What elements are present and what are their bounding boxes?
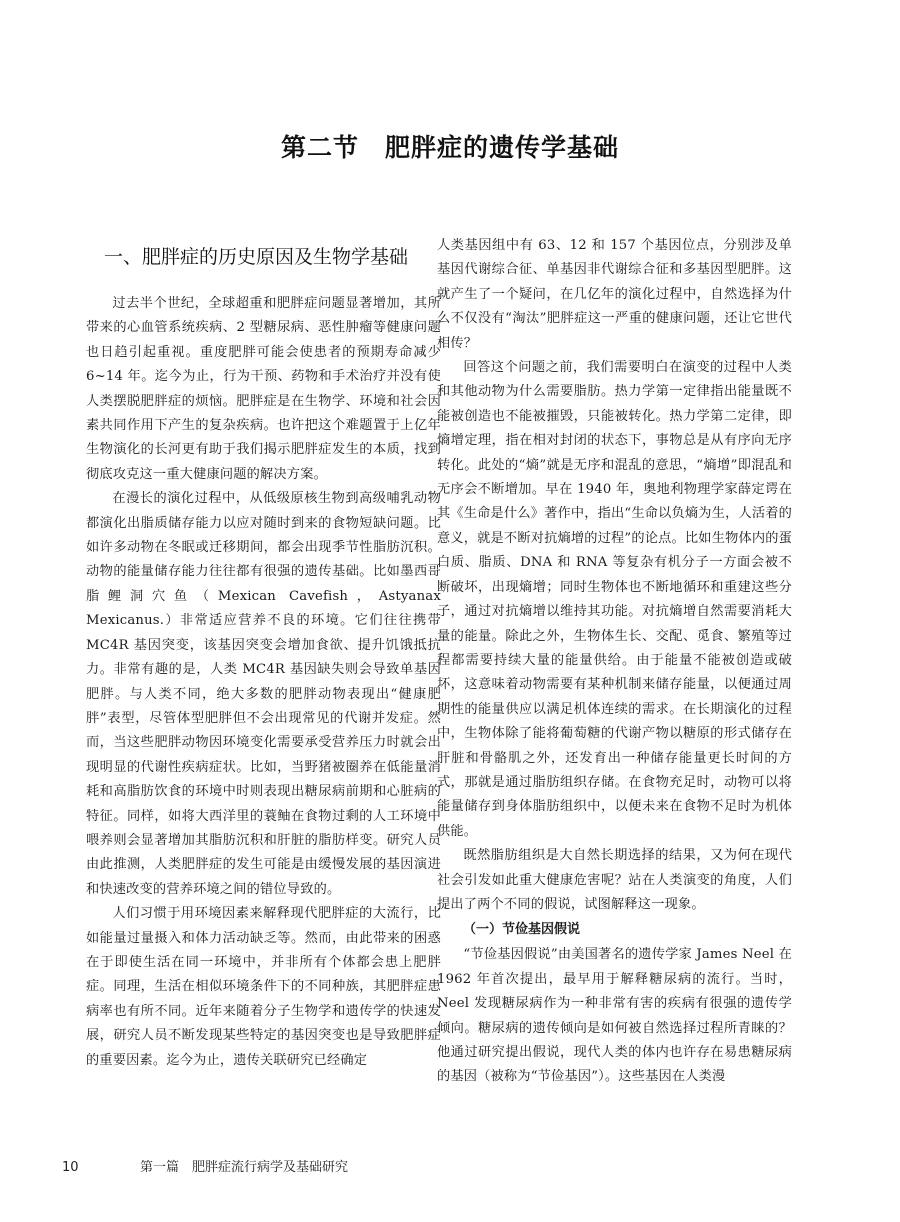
body-paragraph-continued: 人类基因组中有 63、12 和 157 个基因位点，分别涉及单基因代谢综合征、单基因非代谢综合征和多基因型肥胖。这就产生了一个疑问，在几亿年的演化过程中，自然选择为什么不仅没有“淘汰”肥胖症这一严重的健康问题，还让它世代相传？	[437, 238, 792, 351]
subsection-heading: （一）节俭基因假说	[463, 922, 581, 938]
body-paragraph: 在漫长的演化过程中，从低级原核生物到高级哺乳动物都演化出脂质储存能力以应对随时到来的食物短缺问题。比如许多动物在冬眠或迁移期间，都会出现季节性脂肪沉积。动物的能量储存能力往往都有很强的遗传基础。比如墨西哥脂鲤洞穴鱼（Mexican Cavefish，Astyanax Mexicanus.）非常适应营养不良的环境。它们往往携带 MC4R 基因突变，该基因突变会增加食欲、提升饥饿抵抗力。非常有趣的是，人类 MC4R 基因缺失则会导致单基因肥胖。与人类不同，绝大多数的肥胖动物表现出“健康肥胖”表型，尽管体型肥胖但不会出现常见的代谢并发症。然而，当这些肥胖动物因环境变化需要承受营养压力时就会出现明显的代谢性疾病症状。比如，当野猪被圈养在低能量消耗和高脂肪饮食的环境中时则表现出糖尿病前期和心脏病的特征。同样，如将大西洋里的蓑鲉在食物过剩的人工环境中喂养则会显著增加其脂肪沉积和肝脏的脂肪样变。研究人员由此推测，人类肥胖症的发生可能是由缓慢发展的基因演进和快速改变的营养环境之间的错位导致的。	[86, 491, 441, 897]
page-footer	[62, 1156, 348, 1175]
body-paragraph: 既然脂肪组织是大自然长期选择的结果，又为何在现代社会引发如此重大健康危害呢？站在人类演变的角度，人们提出了两个不同的假说，试图解释这一现象。	[437, 848, 792, 912]
body-paragraph: 人们习惯于用环境因素来解释现代肥胖症的大流行，比如能量过量摄入和体力活动缺乏等。然而，由此带来的困惑在于即使生活在同一环境中，并非所有个体都会患上肥胖症。同理，生活在相似环境条件下的不同种族，其肥胖症患病率也有所不同。近年来随着分子生物学和遗传学的快速发展，研究人员不断发现某些特定的基因突变也是导致肥胖症的重要因素。迄今为止，遗传关联研究已经确定	[86, 906, 441, 1068]
left-column	[86, 232, 441, 1073]
body-paragraph: 回答这个问题之前，我们需要明白在演变的过程中人类和其他动物为什么需要脂肪。热力学第一定律指出能量既不能被创造也不能被摧毁，只能被转化。热力学第二定律，即熵增定理，指在相对封闭的状态下，事物总是从有序向无序转化。此处的“熵”就是无序和混乱的意思，“熵增”即混乱和无序会不断增加。早在 1940 年，奥地利物理学家薛定谔在其《生命是什么》著作中，指出“生命以负熵为生，人活着的意义，就是不断对抗熵增的过程”的论点。比如生物体内的蛋白质、脂质、DNA 和 RNA 等复杂有机分子一方面会被不断破坏，出现熵增；同时生物体也不断地循环和重建这些分子，通过对抗熵增以维持其功能。对抗熵增自然需要消耗大量的能量。除此之外，生物体生长、交配、觅食、繁殖等过程都需要持续大量的能量供给。由于能量不能被创造或破坏，这意味着动物需要有某种机制来储存能量，以便通过周期性的能量供应以满足机体连续的需求。在长期演化的过程中，生物体除了能将葡萄糖的代谢产物以糖原的形式储存在肝脏和骨骼肌之外，还发育出一种储存能量更长时间的方式，那就是通过脂肪组织存储。在食物充足时，动物可以将能量储存到身体脂肪组织中，以便未来在食物不足时为机体供能。	[437, 360, 793, 839]
body-paragraph: 过去半个世纪，全球超重和肥胖症问题显著增加，其所带来的心血管系统疾病、2 型糖尿病、恶性肿瘤等健康问题也日趋引起重视。重度肥胖可能会使患者的预期寿命减少 6~14 年。迄今为止，行为干预、药物和手术治疗并没有使人类摆脱肥胖症的烦恼。肥胖症是在生物学、环境和社会因素共同作用下产生的复杂疾病。也许把这个难题置于上亿年生物演化的长河更有助于我们揭示肥胖症发生的本质，找到彻底攻克这一重大健康问题的解决方案。	[86, 296, 441, 482]
section-title: 第二节 肥胖症的遗传学基础	[280, 133, 619, 162]
running-title: 第一篇 肥胖症流行病学及基础研究	[140, 1160, 349, 1175]
chapter-heading: 一、肥胖症的历史原因及生物学基础	[104, 246, 409, 268]
page-number: 10	[62, 1160, 79, 1175]
right-column	[437, 234, 792, 1090]
body-paragraph: “节俭基因假说”由美国著名的遗传学家 James Neel 在 1962 年首次提出，最早用于解释糖尿病的流行。当时，Neel 发现糖尿病作为一种非常有害的疾病有很强的遗传学倾向。糖尿病的遗传倾向是如何被自然选择过程所青睐的？他通过研究提出假说，现代人类的体内也许存在易患糖尿病的基因（被称为“节俭基因”）。这些基因在人类漫	[437, 947, 792, 1085]
